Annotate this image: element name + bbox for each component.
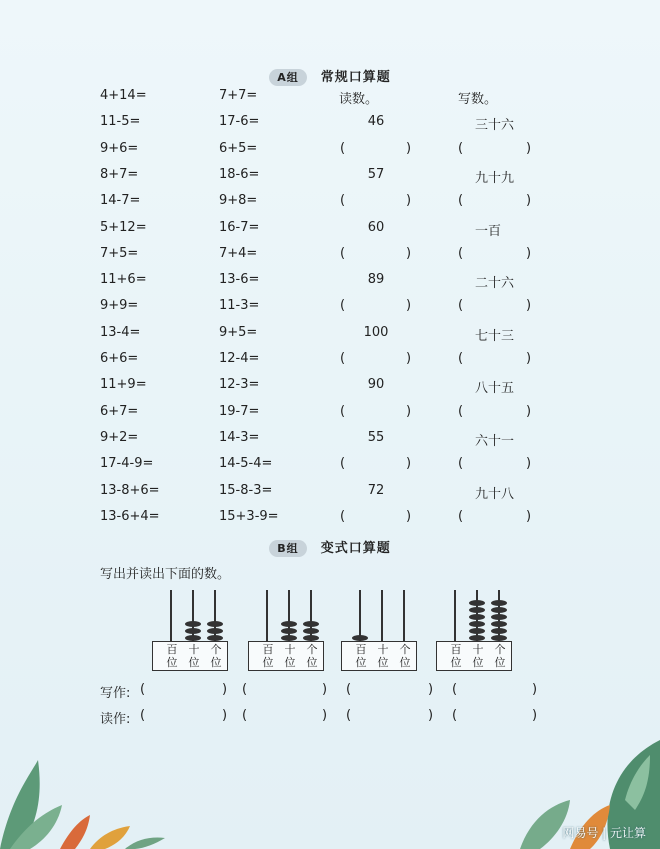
write-answer-blank[interactable]: ( bbox=[458, 141, 464, 156]
write-answer-blank[interactable]: ( bbox=[458, 298, 464, 313]
write-answer-row-label: 写作: bbox=[100, 686, 131, 701]
group-b-badge: B组 bbox=[269, 540, 306, 557]
equation-col2: 6+5= bbox=[219, 141, 258, 156]
equation-col1: 6+6= bbox=[100, 351, 139, 366]
abacus-bead bbox=[491, 614, 507, 620]
equation-col1: 14-7= bbox=[100, 193, 141, 208]
abacus-bead bbox=[491, 621, 507, 627]
abacus-rod bbox=[381, 590, 383, 642]
write-answer-blank[interactable]: ) bbox=[526, 404, 532, 419]
abacus-bead bbox=[469, 628, 485, 634]
place-label-hundreds: 百 位 bbox=[262, 643, 274, 669]
read-number: 100 bbox=[363, 325, 389, 340]
abacus-bead bbox=[185, 628, 201, 634]
equation-col1: 4+14= bbox=[100, 88, 147, 103]
abacus bbox=[341, 590, 417, 670]
write-word: 一百 bbox=[475, 224, 502, 239]
read-number: 60 bbox=[367, 220, 385, 235]
equation-col2: 9+8= bbox=[219, 193, 258, 208]
section-a-title bbox=[0, 66, 660, 86]
write-answer-row-blank[interactable]: ) bbox=[222, 682, 228, 697]
abacus bbox=[152, 590, 228, 670]
abacus-bead bbox=[491, 628, 507, 634]
abacus-bead bbox=[491, 600, 507, 606]
equation-col1: 9+9= bbox=[100, 298, 139, 313]
write-answer-blank[interactable]: ) bbox=[526, 456, 532, 471]
abacus-bead bbox=[207, 628, 223, 634]
equation-col2: 9+5= bbox=[219, 325, 258, 340]
section-b-title bbox=[0, 537, 660, 557]
place-label-tens: 十 位 bbox=[188, 643, 200, 669]
watermark-text: 网易号 | 元让算 bbox=[562, 826, 646, 840]
read-answer-row-blank[interactable]: ) bbox=[428, 708, 434, 723]
equation-col2: 17-6= bbox=[219, 114, 260, 129]
abacus-bead bbox=[469, 600, 485, 606]
write-answer-row-blank[interactable]: ( bbox=[140, 682, 146, 697]
write-answer-row-blank[interactable]: ) bbox=[428, 682, 434, 697]
read-answer-row-blank[interactable]: ( bbox=[242, 708, 248, 723]
read-answer-blank[interactable]: ) bbox=[406, 141, 412, 156]
read-answer-row-blank[interactable]: ) bbox=[222, 708, 228, 723]
equation-col2: 12-4= bbox=[219, 351, 260, 366]
read-number: 46 bbox=[367, 114, 385, 129]
write-answer-blank[interactable]: ) bbox=[526, 509, 532, 524]
equation-col2: 12-3= bbox=[219, 377, 260, 392]
read-answer-blank[interactable]: ) bbox=[406, 246, 412, 261]
section-b-heading: 变式口算题 bbox=[320, 541, 391, 556]
equation-col2: 7+7= bbox=[219, 88, 258, 103]
write-answer-blank[interactable]: ( bbox=[458, 246, 464, 261]
write-answer-blank[interactable]: ) bbox=[526, 246, 532, 261]
read-number: 57 bbox=[367, 167, 385, 182]
abacus-bead bbox=[469, 614, 485, 620]
read-answer-row-blank[interactable]: ( bbox=[140, 708, 146, 723]
write-word: 六十一 bbox=[475, 434, 515, 449]
write-answer-blank[interactable]: ( bbox=[458, 351, 464, 366]
write-answer-blank[interactable]: ( bbox=[458, 404, 464, 419]
read-answer-blank[interactable]: ( bbox=[340, 456, 346, 471]
equation-col2: 18-6= bbox=[219, 167, 260, 182]
read-answer-blank[interactable]: ( bbox=[340, 141, 346, 156]
equation-col1: 11-5= bbox=[100, 114, 141, 129]
read-header: 读数。 bbox=[339, 92, 379, 107]
place-label-ones: 个 位 bbox=[494, 643, 506, 669]
read-answer-row-blank[interactable]: ( bbox=[346, 708, 352, 723]
equation-col1: 9+2= bbox=[100, 430, 139, 445]
abacus-bead bbox=[207, 621, 223, 627]
equation-col1: 13-4= bbox=[100, 325, 141, 340]
equation-col1: 8+7= bbox=[100, 167, 139, 182]
place-label-tens: 十 位 bbox=[377, 643, 389, 669]
read-answer-blank[interactable]: ) bbox=[406, 404, 412, 419]
equation-col1: 11+9= bbox=[100, 377, 147, 392]
read-answer-blank[interactable]: ) bbox=[406, 193, 412, 208]
read-answer-row-label: 读作: bbox=[100, 712, 131, 727]
read-answer-row-blank[interactable]: ) bbox=[532, 708, 538, 723]
abacus-bead bbox=[281, 621, 297, 627]
write-answer-blank[interactable]: ( bbox=[458, 509, 464, 524]
abacus-bead bbox=[303, 628, 319, 634]
equation-col1: 11+6= bbox=[100, 272, 147, 287]
read-number: 55 bbox=[367, 430, 385, 445]
equation-col2: 7+4= bbox=[219, 246, 258, 261]
equation-col2: 19-7= bbox=[219, 404, 260, 419]
abacus-bead bbox=[469, 607, 485, 613]
read-answer-blank[interactable]: ( bbox=[340, 404, 346, 419]
abacus-bead bbox=[491, 607, 507, 613]
abacus bbox=[436, 590, 512, 670]
place-label-ones: 个 位 bbox=[399, 643, 411, 669]
read-answer-row-blank[interactable]: ) bbox=[322, 708, 328, 723]
leaf-decoration-left-icon bbox=[0, 760, 180, 849]
write-answer-blank[interactable]: ) bbox=[526, 193, 532, 208]
read-answer-blank[interactable]: ( bbox=[340, 193, 346, 208]
place-label-hundreds: 百 位 bbox=[166, 643, 178, 669]
equation-col1: 17-4-9= bbox=[100, 456, 154, 471]
read-number: 89 bbox=[367, 272, 385, 287]
write-answer-blank[interactable]: ) bbox=[526, 351, 532, 366]
equation-col2: 15+3-9= bbox=[219, 509, 279, 524]
write-answer-blank[interactable]: ( bbox=[458, 456, 464, 471]
read-number: 90 bbox=[367, 377, 385, 392]
write-answer-row-blank[interactable]: ) bbox=[322, 682, 328, 697]
abacus-base bbox=[152, 641, 228, 671]
equation-col2: 14-3= bbox=[219, 430, 260, 445]
write-header: 写数。 bbox=[458, 92, 498, 107]
equation-col2: 14-5-4= bbox=[219, 456, 273, 471]
place-label-ones: 个 位 bbox=[306, 643, 318, 669]
write-word: 九十九 bbox=[475, 171, 515, 186]
write-answer-blank[interactable]: ) bbox=[526, 298, 532, 313]
equation-col2: 16-7= bbox=[219, 220, 260, 235]
abacus-bead bbox=[185, 621, 201, 627]
write-word: 七十三 bbox=[475, 329, 515, 344]
equation-col2: 11-3= bbox=[219, 298, 260, 313]
write-answer-row-blank[interactable]: ( bbox=[452, 682, 458, 697]
read-answer-blank[interactable]: ( bbox=[340, 298, 346, 313]
instruction-text: 写出并读出下面的数。 bbox=[100, 567, 231, 582]
place-label-tens: 十 位 bbox=[472, 643, 484, 669]
section-a-heading: 常规口算题 bbox=[320, 70, 391, 85]
abacus-bead bbox=[281, 628, 297, 634]
write-word: 八十五 bbox=[475, 381, 515, 396]
equation-col1: 9+6= bbox=[100, 141, 139, 156]
equation-col1: 13-8+6= bbox=[100, 483, 160, 498]
equation-col2: 15-8-3= bbox=[219, 483, 273, 498]
place-label-hundreds: 百 位 bbox=[355, 643, 367, 669]
group-a-badge: A组 bbox=[269, 69, 307, 86]
write-word: 二十六 bbox=[475, 276, 515, 291]
write-word: 九十八 bbox=[475, 487, 515, 502]
abacus-base bbox=[436, 641, 512, 671]
abacus-rod bbox=[266, 590, 268, 642]
place-label-ones: 个 位 bbox=[210, 643, 222, 669]
place-label-hundreds: 百 位 bbox=[450, 643, 462, 669]
read-answer-blank[interactable]: ( bbox=[340, 509, 346, 524]
equation-col2: 13-6= bbox=[219, 272, 260, 287]
equation-col1: 13-6+4= bbox=[100, 509, 160, 524]
abacus-base bbox=[248, 641, 324, 671]
read-answer-blank[interactable]: ) bbox=[406, 298, 412, 313]
abacus-rod bbox=[170, 590, 172, 642]
read-number: 72 bbox=[367, 483, 385, 498]
abacus-bead bbox=[469, 621, 485, 627]
read-answer-blank[interactable]: ) bbox=[406, 351, 412, 366]
read-answer-row-blank[interactable]: ( bbox=[452, 708, 458, 723]
read-answer-blank[interactable]: ) bbox=[406, 509, 412, 524]
write-answer-row-blank[interactable]: ( bbox=[242, 682, 248, 697]
place-label-tens: 十 位 bbox=[284, 643, 296, 669]
abacus-base bbox=[341, 641, 417, 671]
write-answer-row-blank[interactable]: ) bbox=[532, 682, 538, 697]
equation-col1: 7+5= bbox=[100, 246, 139, 261]
equation-col1: 5+12= bbox=[100, 220, 147, 235]
equation-col1: 6+7= bbox=[100, 404, 139, 419]
abacus-rod bbox=[403, 590, 405, 642]
write-word: 三十六 bbox=[475, 118, 515, 133]
read-answer-blank[interactable]: ) bbox=[406, 456, 412, 471]
write-answer-blank[interactable]: ) bbox=[526, 141, 532, 156]
abacus-rod bbox=[454, 590, 456, 642]
write-answer-row-blank[interactable]: ( bbox=[346, 682, 352, 697]
read-answer-blank[interactable]: ( bbox=[340, 351, 346, 366]
write-answer-blank[interactable]: ( bbox=[458, 193, 464, 208]
abacus-bead bbox=[303, 621, 319, 627]
abacus bbox=[248, 590, 324, 670]
read-answer-blank[interactable]: ( bbox=[340, 246, 346, 261]
